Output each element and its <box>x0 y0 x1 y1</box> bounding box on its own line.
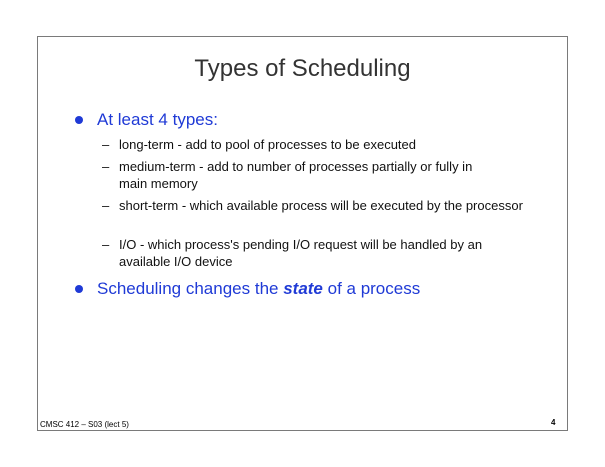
sub-item-medium-term <box>102 158 532 192</box>
sub-item-text: long-term - add to pool of processes to be executed <box>119 137 417 152</box>
bullet-suffix: of a process <box>322 279 421 298</box>
dash-icon: – <box>102 159 110 174</box>
bullet-label: At least 4 types: <box>97 110 218 129</box>
sub-item-short-term <box>102 197 532 214</box>
bullet-label <box>97 279 420 299</box>
page-number: 4 <box>551 418 556 427</box>
bullet-dot-icon <box>75 116 83 124</box>
footer-course-label: CMSC 412 – S03 (lect 5) <box>40 420 129 429</box>
sub-item-text: short-term - which available process will be executed by the processor <box>119 198 523 213</box>
sub-item-text: I/O - which process's pending I/O request will be handled by an available I/O device <box>119 237 483 269</box>
bullet-dot-icon <box>75 285 83 293</box>
sub-item-io <box>102 236 532 270</box>
bullet-prefix: Scheduling changes the <box>97 279 284 298</box>
sub-item-text: medium-term - add to number of processes partially or fully in main memory <box>119 159 473 191</box>
slide-title: Types of Scheduling <box>194 55 411 82</box>
dash-icon: – <box>102 237 110 252</box>
sub-item-long-term <box>102 136 532 153</box>
slide-frame <box>37 36 568 431</box>
dash-icon: – <box>102 137 110 152</box>
bullet-emphasis: state <box>283 279 323 298</box>
dash-icon: – <box>102 198 110 213</box>
